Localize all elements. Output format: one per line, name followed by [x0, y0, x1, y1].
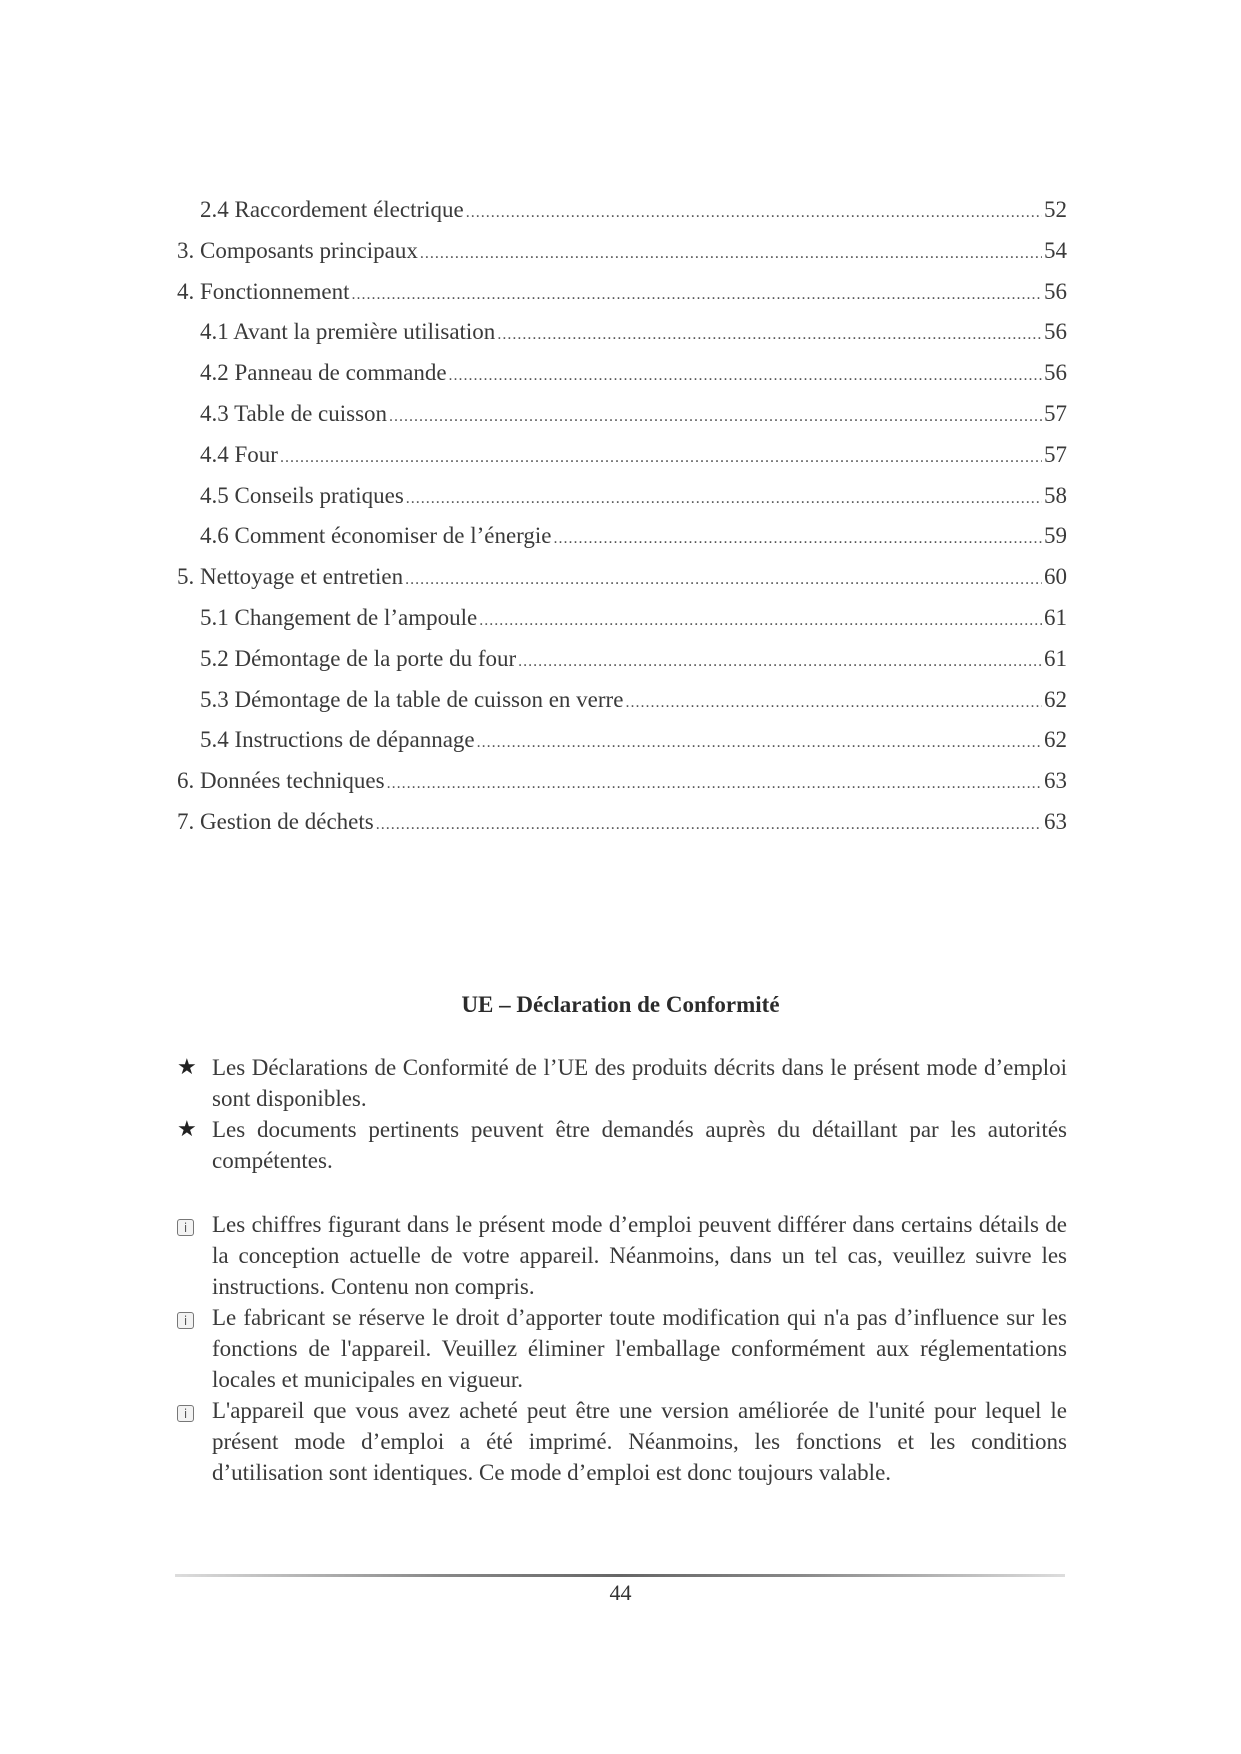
- toc-entry: [177, 394, 1067, 435]
- toc-entry-title: 2.4 Raccordement électrique: [200, 197, 464, 222]
- toc-leader-dots: [477, 723, 1042, 764]
- declaration-heading: UE – Déclaration de Conformité: [461, 992, 780, 1017]
- toc-entry: [177, 639, 1067, 680]
- star-note: [177, 1114, 1067, 1176]
- table-of-contents: [177, 190, 1067, 843]
- info-icon: i: [177, 1219, 194, 1236]
- toc-leader-dots: [376, 805, 1042, 846]
- toc-entry-page: 61: [1044, 645, 1067, 671]
- toc-entry-page: 52: [1044, 197, 1067, 222]
- declaration-notes: [177, 1052, 1067, 1488]
- toc-entry-title: 6. Données techniques: [177, 768, 385, 794]
- toc-entry: [177, 761, 1067, 802]
- toc-entry-page: 61: [1044, 604, 1067, 630]
- star-icon: ★: [177, 1117, 197, 1142]
- toc-entry-title: 5.4 Instructions de dépannage: [200, 727, 475, 753]
- toc-leader-dots: [449, 356, 1042, 397]
- star-note-text: Les Déclarations de Conformité de l’UE des produits décrits dans le présent mode d’emploi sont disponibles.: [212, 1055, 1067, 1111]
- toc-entry: [177, 353, 1067, 394]
- spacer: [177, 1176, 1067, 1209]
- toc-entry-page: 54: [1044, 237, 1067, 263]
- toc-entry-title: 5.3 Démontage de la table de cuisson en verre: [200, 686, 624, 712]
- toc-entry-title: 4.1 Avant la première utilisation: [200, 319, 496, 345]
- toc-leader-dots: [479, 601, 1042, 642]
- star-note: [177, 1052, 1067, 1114]
- toc-leader-dots: [420, 234, 1042, 275]
- info-note-text: L'appareil que vous avez acheté peut être une version améliorée de l'unité pour lequel le présent mode d’emploi a été imprimé. Néanmoins, les fonctions et les conditions d’utilisation sont identiques. Ce mode d’emploi est donc toujours valable.: [212, 1398, 1067, 1485]
- toc-entry-title: 5. Nettoyage et entretien: [177, 564, 404, 590]
- toc-entry-page: 56: [1044, 319, 1067, 345]
- toc-entry: [177, 557, 1067, 598]
- info-note: [177, 1302, 1067, 1395]
- toc-entry-page: 60: [1044, 564, 1067, 590]
- toc-leader-dots: [351, 275, 1042, 316]
- toc-entry: [177, 802, 1067, 843]
- toc-leader-dots: [280, 438, 1042, 479]
- toc-leader-dots: [387, 764, 1042, 805]
- toc-entry-page: 63: [1044, 768, 1067, 794]
- page-number: 44: [609, 1580, 632, 1605]
- toc-entry-title: 4.4 Four: [200, 441, 278, 467]
- info-note-text: Les chiffres figurant dans le présent mode d’emploi peuvent différer dans certains détails de la conception actuelle de votre appareil. Néanmoins, dans un tel cas, veuillez suivre les instructions. Contenu non compris.: [212, 1212, 1067, 1299]
- toc-entry: [177, 598, 1067, 639]
- toc-entry-title: 4.6 Comment économiser de l’énergie: [200, 523, 552, 549]
- toc-entry-page: 56: [1044, 278, 1067, 304]
- toc-entry-title: 4.5 Conseils pratiques: [200, 482, 404, 508]
- toc-leader-dots: [497, 315, 1042, 356]
- toc-entry: [177, 516, 1067, 557]
- toc-leader-dots: [405, 560, 1042, 601]
- toc-entry-page: 56: [1044, 360, 1067, 386]
- info-note-text: Le fabricant se réserve le droit d’apporter toute modification qui n'a pas d’influence sur les fonctions de l'appareil. Veuillez éliminer l'emballage conformément aux réglementations locales et municipales en vigueur.: [212, 1305, 1067, 1392]
- toc-leader-dots: [518, 642, 1042, 683]
- toc-entry-title: 5.2 Démontage de la porte du four: [200, 645, 517, 671]
- toc-leader-dots: [406, 479, 1042, 520]
- toc-leader-dots: [554, 519, 1042, 560]
- toc-entry: [177, 190, 1067, 231]
- toc-entry: [177, 720, 1067, 761]
- toc-entry-title: 5.1 Changement de l’ampoule: [200, 604, 478, 630]
- toc-entry-page: 62: [1044, 686, 1067, 712]
- toc-entry-page: 62: [1044, 727, 1067, 753]
- info-icon: i: [177, 1405, 194, 1422]
- toc-entry-page: 57: [1044, 441, 1067, 467]
- star-note-text: Les documents pertinents peuvent être demandés auprès du détaillant par les autorités compétentes.: [212, 1117, 1067, 1173]
- toc-entry: [177, 231, 1067, 272]
- footer-divider: [175, 1574, 1065, 1577]
- info-icon: i: [177, 1312, 194, 1329]
- toc-entry: [177, 476, 1067, 517]
- toc-entry-title: 3. Composants principaux: [177, 237, 418, 263]
- star-icon: ★: [177, 1055, 197, 1080]
- toc-entry-page: 58: [1044, 482, 1067, 508]
- toc-entry: [177, 312, 1067, 353]
- info-note: [177, 1395, 1067, 1488]
- toc-entry-page: 63: [1044, 808, 1067, 834]
- info-note: [177, 1209, 1067, 1302]
- toc-entry-page: 59: [1044, 523, 1067, 549]
- toc-leader-dots: [625, 683, 1042, 724]
- toc-entry: [177, 272, 1067, 313]
- toc-entry-title: 4. Fonctionnement: [177, 278, 350, 304]
- toc-entry: [177, 435, 1067, 476]
- toc-leader-dots: [389, 397, 1042, 438]
- toc-entry-title: 4.2 Panneau de commande: [200, 360, 447, 386]
- toc-entry-title: 4.3 Table de cuisson: [200, 400, 388, 426]
- toc-entry-title: 7. Gestion de déchets: [177, 808, 374, 834]
- toc-entry-page: 57: [1044, 400, 1067, 426]
- toc-leader-dots: [466, 193, 1042, 234]
- toc-entry: [177, 680, 1067, 721]
